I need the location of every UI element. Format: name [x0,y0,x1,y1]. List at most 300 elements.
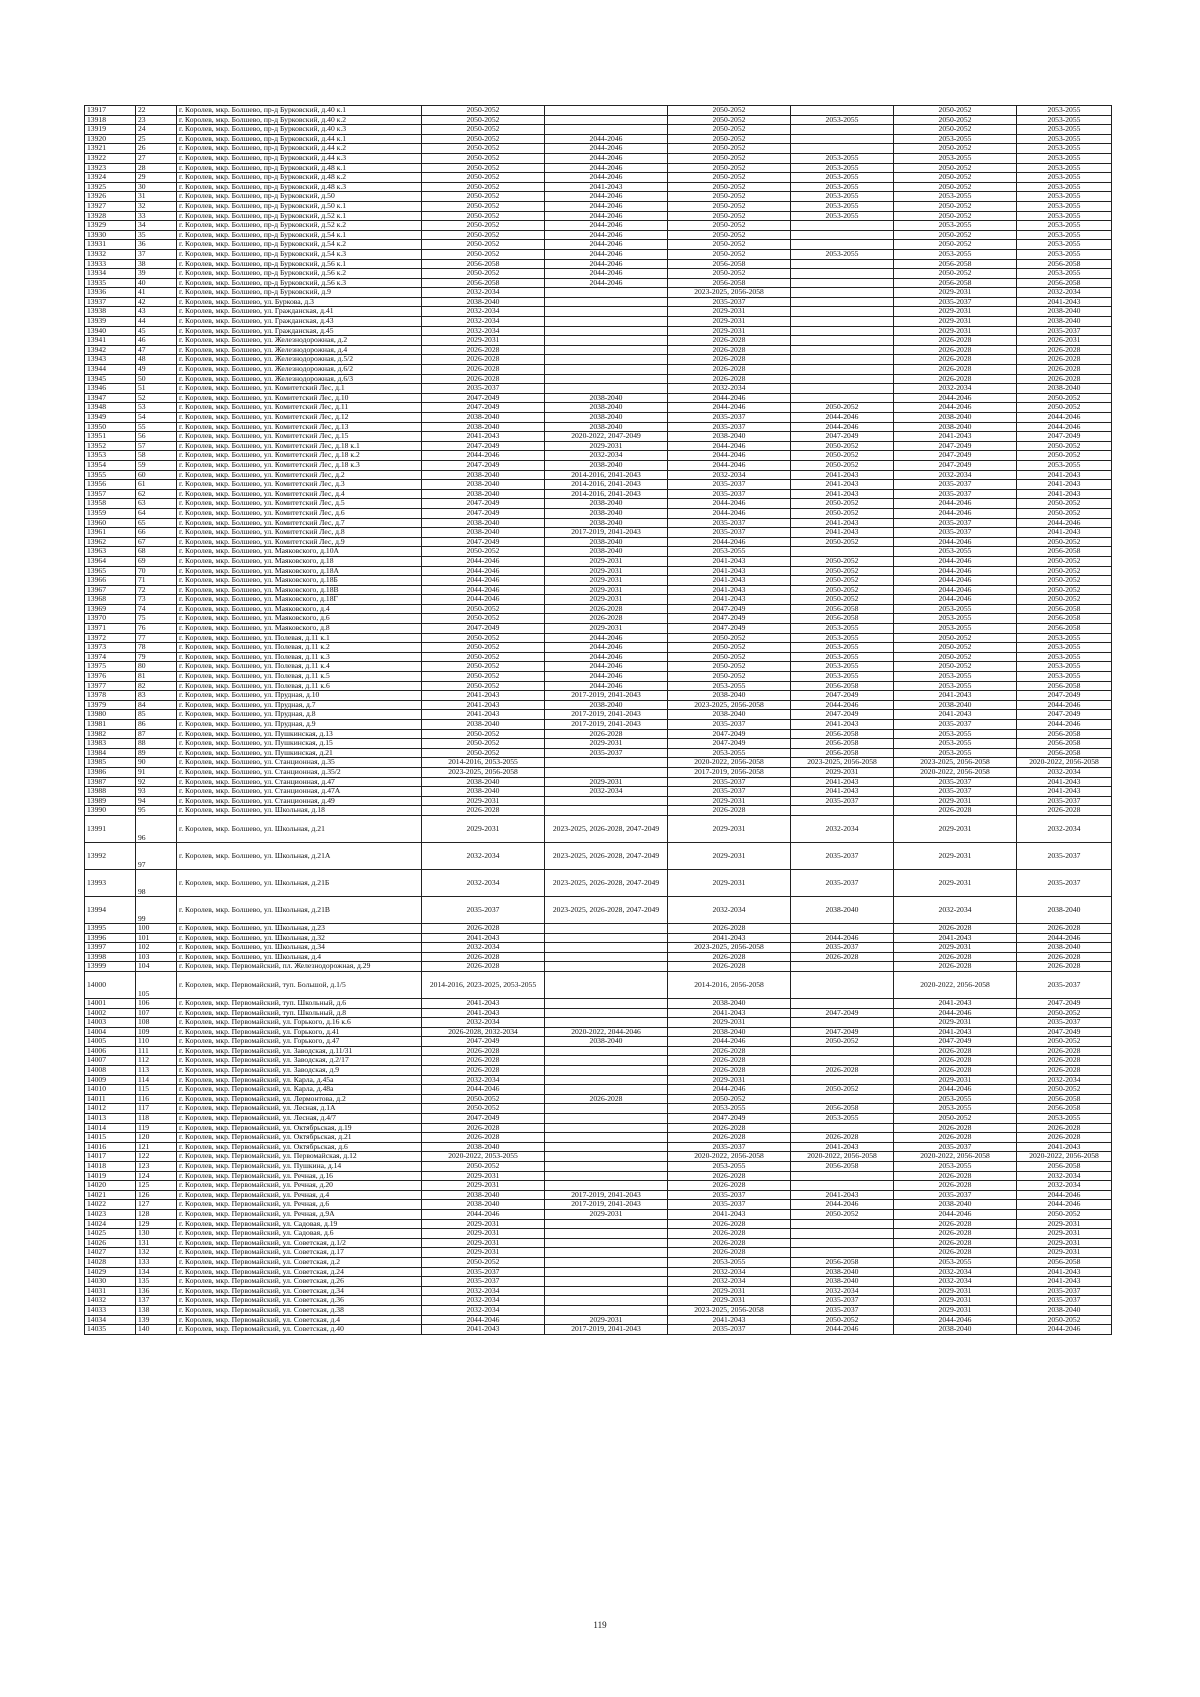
table-cell: 2032-2034 [1017,767,1112,777]
table-row [85,869,1112,896]
table-cell: 2050-2052 [894,1114,1017,1124]
table-cell [545,1018,668,1028]
table-cell: 2032-2034 [894,384,1017,394]
table-cell [545,1056,668,1066]
table-cell: 2029-2031 [1017,1219,1112,1229]
table-cell: 2026-2028 [791,1066,894,1076]
table-cell: 2047-2049 [422,393,545,403]
table-cell: 2026-2028 [1017,365,1112,375]
table-cell: 2026-2028 [894,336,1017,346]
table-cell [791,1046,894,1056]
table-cell [545,1142,668,1152]
table-cell [545,115,668,125]
table-cell: 13930 [85,230,136,240]
table-cell: г. Королев, мкр. Болшево, ул. Станционная, д.47А [177,787,422,797]
table-cell: 13932 [85,249,136,259]
table-cell: 2041-2043 [668,1008,791,1018]
table-cell: 2041-2043 [668,1315,791,1325]
table-cell: 2044-2046 [422,556,545,566]
table-cell: 13951 [85,432,136,442]
table-cell: 2044-2046 [545,221,668,231]
table-cell: 2056-2058 [791,1257,894,1267]
table-cell: 2026-2028 [894,952,1017,962]
table-row [85,1114,1112,1124]
table-row [85,1296,1112,1306]
table-cell: 2032-2034 [422,288,545,298]
table-cell: г. Королев, мкр. Первомайский, ул. Советская, д.38 [177,1305,422,1315]
table-cell: 2050-2052 [1017,1085,1112,1095]
table-cell: 2032-2034 [791,1286,894,1296]
table-cell: 87 [136,729,177,739]
table-cell: 2044-2046 [545,662,668,672]
table-cell: 2056-2058 [791,1162,894,1172]
table-row [85,518,1112,528]
table-cell: 2035-2037 [791,1296,894,1306]
table-cell: 2044-2046 [894,403,1017,413]
table-row [85,739,1112,749]
table-cell: г. Королев, мкр. Первомайский, туп. Большой, д.1/5 [177,971,422,998]
table-cell: 2032-2034 [422,842,545,869]
table-cell: г. Королев, мкр. Болшево, ул. Школьная, д.21А [177,842,422,869]
table-row [85,1133,1112,1143]
table-cell: 2050-2052 [422,1104,545,1114]
table-cell: 2050-2052 [422,173,545,183]
table-cell: 2038-2040 [1017,1305,1112,1315]
table-cell: 2044-2046 [668,508,791,518]
table-cell: 2032-2034 [422,869,545,896]
table-cell: 2050-2052 [668,125,791,135]
table-cell: 2050-2052 [422,1094,545,1104]
table-cell: г. Королев, мкр. Первомайский, ул. Заводская, д.2/17 [177,1056,422,1066]
table-cell: 2047-2049 [668,1114,791,1124]
table-cell: 2014-2016, 2041-2043 [545,480,668,490]
table-cell: 2050-2052 [791,585,894,595]
table-cell: 122 [136,1152,177,1162]
table-cell: 13969 [85,604,136,614]
table-cell: 69 [136,556,177,566]
table-cell: 110 [136,1037,177,1047]
table-cell: 2026-2028 [668,1181,791,1191]
table-row [85,547,1112,557]
table-cell: 2041-2043 [791,528,894,538]
table-cell: 13949 [85,413,136,423]
table-cell: 14022 [85,1200,136,1210]
table-cell: 2020-2022, 2056-2058 [668,758,791,768]
table-cell: 2047-2049 [668,729,791,739]
table-cell: 2032-2034 [422,1305,545,1315]
table-cell: 2026-2028 [894,1171,1017,1181]
table-cell: 2026-2028 [1017,355,1112,365]
table-cell: 2050-2052 [791,499,894,509]
table-cell: 2050-2052 [1017,403,1112,413]
table-cell: 2050-2052 [668,221,791,231]
table-cell: 2035-2037 [894,1190,1017,1200]
table-cell: 2026-2028 [894,923,1017,933]
table-cell: г. Королев, мкр. Болшево, пр-д Бурковский, д.48 к.2 [177,173,422,183]
table-cell: 2026-2028 [1017,1056,1112,1066]
table-cell: 2053-2055 [791,624,894,634]
table-cell: 2029-2031 [1017,1238,1112,1248]
table-cell: г. Королев, мкр. Первомайский, ул. Советская, д.34 [177,1286,422,1296]
table-cell: 2035-2037 [422,1267,545,1277]
table-cell [545,796,668,806]
table-row [85,508,1112,518]
table-cell: 2029-2031 [545,595,668,605]
table-cell: г. Королев, мкр. Болшево, ул. Полевая, д.11 к.2 [177,643,422,653]
table-cell: г. Королев, мкр. Первомайский, ул. Лермонтова, д.2 [177,1094,422,1104]
table-cell: 2047-2049 [894,1037,1017,1047]
table-cell: 2026-2028 [668,806,791,816]
table-cell: 138 [136,1305,177,1315]
table-cell: 131 [136,1238,177,1248]
table-cell: 2053-2055 [1017,144,1112,154]
table-cell: 2041-2043 [1017,489,1112,499]
table-cell: г. Королев, мкр. Первомайский, пл. Железнодорожная, д.29 [177,962,422,972]
table-cell: 114 [136,1075,177,1085]
table-cell [545,1219,668,1229]
table-cell: 2056-2058 [1017,1094,1112,1104]
table-cell: 2056-2058 [894,259,1017,269]
table-cell: 2053-2055 [894,249,1017,259]
table-cell: 13962 [85,537,136,547]
table-cell: 2044-2046 [545,211,668,221]
table-row [85,144,1112,154]
table-cell: г. Королев, мкр. Болшево, ул. Полевая, д.11 к.6 [177,681,422,691]
table-cell: 2035-2037 [791,796,894,806]
table-cell: 2053-2055 [894,134,1017,144]
table-cell: 2038-2040 [668,710,791,720]
table-row [85,480,1112,490]
table-cell: 2050-2052 [894,115,1017,125]
table-cell: 2050-2052 [791,537,894,547]
table-cell: 2053-2055 [791,672,894,682]
table-cell: 70 [136,566,177,576]
table-cell: г. Королев, мкр. Болшево, пр-д Бурковский, д.50 [177,192,422,202]
table-cell: г. Королев, мкр. Болшево, ул. Комитетский Лес, д.3 [177,480,422,490]
table-cell: 2029-2031 [894,1286,1017,1296]
table-cell: 2050-2052 [1017,451,1112,461]
table-cell: г. Королев, мкр. Первомайский, туп. Школьный, д.6 [177,998,422,1008]
table-cell: 13988 [85,787,136,797]
table-cell: г. Королев, мкр. Болшево, ул. Школьная, д.21В [177,896,422,923]
table-cell: 2029-2031 [1017,1248,1112,1258]
table-row [85,1104,1112,1114]
table-cell: г. Королев, мкр. Болшево, пр-д Бурковский, д.40 к.2 [177,115,422,125]
table-cell: 2047-2049 [422,537,545,547]
table-cell: 2026-2028 [422,1066,545,1076]
table-cell: 2050-2052 [791,1315,894,1325]
table-cell: 125 [136,1181,177,1191]
table-cell: 14027 [85,1248,136,1258]
table-cell: 2038-2040 [422,528,545,538]
table-cell: г. Королев, мкр. Первомайский, ул. Октябрьская, д.19 [177,1123,422,1133]
table-cell: 13968 [85,595,136,605]
table-cell: 2053-2055 [668,681,791,691]
table-cell: 2053-2055 [791,192,894,202]
table-row [85,748,1112,758]
table-cell: 2041-2043 [668,1209,791,1219]
table-cell: г. Королев, мкр. Болшево, ул. Комитетский Лес, д.6 [177,508,422,518]
table-cell [545,1305,668,1315]
table-cell: 2050-2052 [1017,585,1112,595]
table-row [85,173,1112,183]
table-cell: 2050-2052 [668,106,791,116]
table-cell: 2032-2034 [422,307,545,317]
table-cell: г. Королев, мкр. Болшево, ул. Комитетский Лес, д.8 [177,528,422,538]
table-cell: 2041-2043 [791,720,894,730]
table-cell: 2053-2055 [1017,230,1112,240]
table-cell: 14007 [85,1056,136,1066]
table-row [85,1257,1112,1267]
table-cell: 2050-2052 [422,153,545,163]
table-cell: 2047-2049 [1017,1027,1112,1037]
table-cell: 2029-2031 [422,1219,545,1229]
table-row [85,633,1112,643]
table-cell: 2053-2055 [791,163,894,173]
table-cell: 13942 [85,345,136,355]
table-cell: 14000 [85,971,136,998]
table-cell: 101 [136,933,177,943]
table-cell: 2026-2028 [894,1181,1017,1191]
table-cell: 60 [136,470,177,480]
table-cell: 14019 [85,1171,136,1181]
table-row [85,1219,1112,1229]
table-cell: 13972 [85,633,136,643]
table-cell: 2038-2040 [545,537,668,547]
table-cell: 2056-2058 [1017,624,1112,634]
table-cell: 2041-2043 [668,566,791,576]
table-cell: 133 [136,1257,177,1267]
table-row [85,614,1112,624]
table-cell: 2050-2052 [668,163,791,173]
schedule-table-container [84,105,1099,1335]
table-cell: 94 [136,796,177,806]
table-row [85,528,1112,538]
table-cell: 108 [136,1018,177,1028]
table-cell: 2029-2031 [791,767,894,777]
table-cell: г. Королев, мкр. Первомайский, ул. Советская, д.24 [177,1267,422,1277]
table-cell: 2053-2055 [1017,240,1112,250]
table-cell: 13998 [85,952,136,962]
table-cell: 2041-2043 [1017,777,1112,787]
table-cell: 14013 [85,1114,136,1124]
table-cell: 14021 [85,1190,136,1200]
table-cell [545,1171,668,1181]
table-cell: 2044-2046 [422,576,545,586]
table-cell: 2053-2055 [1017,643,1112,653]
table-cell: 2029-2031 [668,307,791,317]
table-row [85,700,1112,710]
table-cell: 2035-2037 [668,297,791,307]
table-cell: 66 [136,528,177,538]
table-cell: 2026-2028 [894,1066,1017,1076]
table-row [85,1123,1112,1133]
table-cell: 45 [136,326,177,336]
table-cell [791,1248,894,1258]
table-cell: 2044-2046 [894,1008,1017,1018]
table-cell: 2044-2046 [668,1037,791,1047]
table-cell: 13917 [85,106,136,116]
table-cell: 2041-2043 [668,556,791,566]
table-cell [791,1181,894,1191]
table-row [85,943,1112,953]
table-row [85,1200,1112,1210]
table-row [85,499,1112,509]
table-cell: 2044-2046 [422,1315,545,1325]
table-cell: 2041-2043 [894,691,1017,701]
table-cell: 2044-2046 [1017,422,1112,432]
table-cell: 2026-2028 [668,1133,791,1143]
table-cell: г. Королев, мкр. Болшево, ул. Пушкинская, д.15 [177,739,422,749]
table-row [85,691,1112,701]
table-cell [545,106,668,116]
table-cell: 2041-2043 [1017,480,1112,490]
table-cell: 2044-2046 [422,1085,545,1095]
table-cell: 2044-2046 [894,537,1017,547]
table-cell: г. Королев, мкр. Болшево, ул. Станционная, д.47 [177,777,422,787]
table-cell: 99 [136,896,177,923]
table-cell: 13948 [85,403,136,413]
schedule-table [84,105,1112,1335]
table-cell: 2050-2052 [422,729,545,739]
table-cell: 65 [136,518,177,528]
table-cell: г. Королев, мкр. Первомайский, ул. Советская, д.36 [177,1296,422,1306]
table-cell: 2029-2031 [668,1018,791,1028]
table-cell: 13995 [85,923,136,933]
table-cell: 2056-2058 [1017,681,1112,691]
table-cell: 2038-2040 [894,1325,1017,1335]
table-cell [791,326,894,336]
table-cell: 2026-2028 [894,1238,1017,1248]
table-cell: 2056-2058 [791,681,894,691]
table-cell [791,288,894,298]
table-cell: 14014 [85,1123,136,1133]
table-cell: 2041-2043 [791,470,894,480]
table-cell [791,962,894,972]
table-cell: 2050-2052 [1017,1037,1112,1047]
table-cell: 2041-2043 [422,432,545,442]
table-cell: г. Королев, мкр. Болшево, ул. Железнодорожная, д.4 [177,345,422,355]
table-cell: 2050-2052 [894,662,1017,672]
table-cell: 2053-2055 [894,681,1017,691]
table-cell: 57 [136,441,177,451]
table-cell: 128 [136,1209,177,1219]
table-cell: 136 [136,1286,177,1296]
table-cell: 2038-2040 [668,1027,791,1037]
table-cell: 2020-2022, 2053-2055 [422,1152,545,1162]
table-row [85,163,1112,173]
table-cell: 14029 [85,1267,136,1277]
table-cell: 13982 [85,729,136,739]
table-cell: 2050-2052 [791,556,894,566]
table-cell: 13945 [85,374,136,384]
table-cell: 2041-2043 [422,998,545,1008]
table-cell: 2032-2034 [422,1018,545,1028]
table-row [85,1027,1112,1037]
table-cell: г. Королев, мкр. Первомайский, ул. Советская, д.2 [177,1257,422,1267]
table-cell: 2023-2025, 2026-2028, 2047-2049 [545,815,668,842]
table-cell: 2044-2046 [545,278,668,288]
table-cell: 2017-2019, 2041-2043 [545,720,668,730]
table-cell: 14017 [85,1152,136,1162]
table-cell: 2050-2052 [422,115,545,125]
table-cell: г. Королев, мкр. Болшево, пр-д Бурковский, д.40 к.1 [177,106,422,116]
table-cell: 80 [136,662,177,672]
table-cell: 2035-2037 [1017,1018,1112,1028]
table-cell: 2050-2052 [422,106,545,116]
table-cell: 2050-2052 [894,201,1017,211]
table-cell: 2053-2055 [791,211,894,221]
table-cell: 2041-2043 [422,1325,545,1335]
table-cell: 2035-2037 [668,489,791,499]
table-cell: 27 [136,153,177,163]
table-cell: 2056-2058 [1017,259,1112,269]
table-cell: 2050-2052 [668,182,791,192]
table-cell: 2026-2028 [422,1123,545,1133]
table-cell: 2050-2052 [668,153,791,163]
table-cell: 2032-2034 [668,1267,791,1277]
table-cell: 2047-2049 [791,1008,894,1018]
table-cell: 54 [136,413,177,423]
table-row [85,643,1112,653]
table-row [85,384,1112,394]
table-cell: 2044-2046 [545,269,668,279]
table-cell: 13936 [85,288,136,298]
table-cell: 2038-2040 [545,518,668,528]
table-cell: 13935 [85,278,136,288]
table-cell: 2044-2046 [894,595,1017,605]
table-cell: 2044-2046 [668,499,791,509]
table-cell: 2038-2040 [545,547,668,557]
table-cell: 14010 [85,1085,136,1095]
table-cell: 2053-2055 [1017,249,1112,259]
table-row [85,249,1112,259]
table-cell: 2053-2055 [1017,192,1112,202]
table-cell: 13976 [85,672,136,682]
table-cell: 2041-2043 [791,489,894,499]
table-cell: 132 [136,1248,177,1258]
table-cell: 120 [136,1133,177,1143]
table-cell: г. Королев, мкр. Первомайский, ул. Советская, д.1/2 [177,1238,422,1248]
table-row [85,460,1112,470]
table-cell: 2044-2046 [894,585,1017,595]
table-cell: 13967 [85,585,136,595]
table-cell: 2047-2049 [1017,691,1112,701]
table-cell: 51 [136,384,177,394]
table-cell: 2038-2040 [791,1267,894,1277]
table-cell: 2035-2037 [894,518,1017,528]
table-cell: 2029-2031 [668,1296,791,1306]
table-cell [791,221,894,231]
table-cell: г. Королев, мкр. Болшево, ул. Комитетский Лес, д.15 [177,432,422,442]
table-row [85,1162,1112,1172]
table-cell: 2047-2049 [422,403,545,413]
table-cell: 2053-2055 [791,173,894,183]
table-cell: 2026-2028 [668,374,791,384]
table-cell: 2056-2058 [668,278,791,288]
table-cell: 13996 [85,933,136,943]
table-cell: 2041-2043 [668,585,791,595]
table-cell: 14026 [85,1238,136,1248]
table-cell: 13971 [85,624,136,634]
table-cell: г. Королев, мкр. Болшево, ул. Полевая, д.11 к.5 [177,672,422,682]
table-cell: 2050-2052 [422,230,545,240]
table-cell: 2026-2028 [791,952,894,962]
table-cell: 2041-2043 [668,595,791,605]
table-cell: 2047-2049 [1017,710,1112,720]
table-cell: 2053-2055 [894,604,1017,614]
table-cell: 22 [136,106,177,116]
